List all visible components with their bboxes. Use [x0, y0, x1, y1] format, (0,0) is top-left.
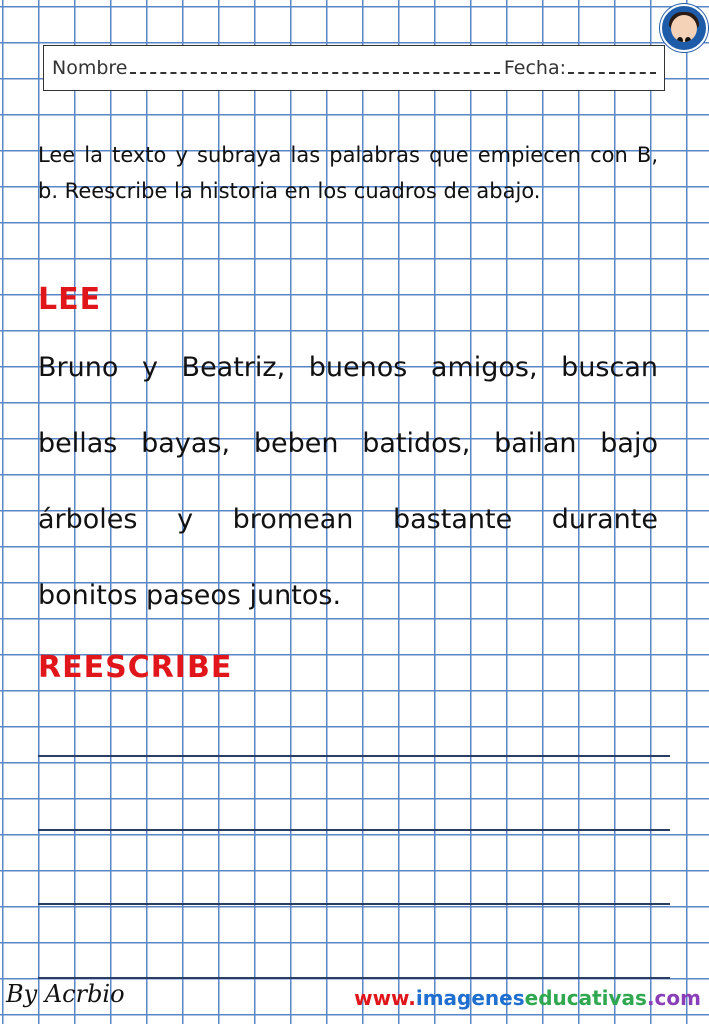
writing-line-2[interactable]: [38, 829, 670, 831]
date-label: Fecha:: [503, 57, 566, 79]
name-blank[interactable]: [130, 72, 500, 74]
writing-line-4[interactable]: [38, 977, 670, 979]
avatar-eye-left: [677, 37, 683, 42]
avatar-face: [671, 15, 697, 42]
date-blank[interactable]: [568, 72, 656, 74]
story-line-1: Bruno y Beatriz, buenos amigos, buscan: [38, 352, 658, 383]
story-line-4: bonitos paseos juntos.: [38, 580, 342, 611]
url-part-4: .com: [646, 986, 701, 1010]
url-part-2: imagenes: [415, 986, 525, 1010]
url-part-1: www.: [354, 986, 416, 1010]
story-line-2: bellas bayas, beben batidos, bailan bajo: [38, 428, 658, 459]
website-url[interactable]: [354, 986, 701, 1010]
avatar-eye-right: [685, 37, 691, 42]
rewrite-heading: REESCRIBE: [38, 650, 233, 685]
writing-line-3[interactable]: [38, 903, 670, 905]
logo-avatar: [660, 4, 708, 52]
story-line-3: árboles y bromean bastante durante: [38, 504, 658, 535]
name-label: Nombre: [52, 57, 128, 79]
instructions-text: Lee la texto y subraya las palabras que empiecen con B, b. Reescribe la historia en los cuadros de abajo.: [38, 143, 658, 203]
writing-line-1[interactable]: [38, 755, 670, 757]
name-date-box: [43, 45, 665, 91]
url-part-3: educativas: [524, 986, 647, 1010]
read-heading: LEE: [38, 282, 102, 317]
author-signature: By Acrbio: [6, 980, 125, 1008]
